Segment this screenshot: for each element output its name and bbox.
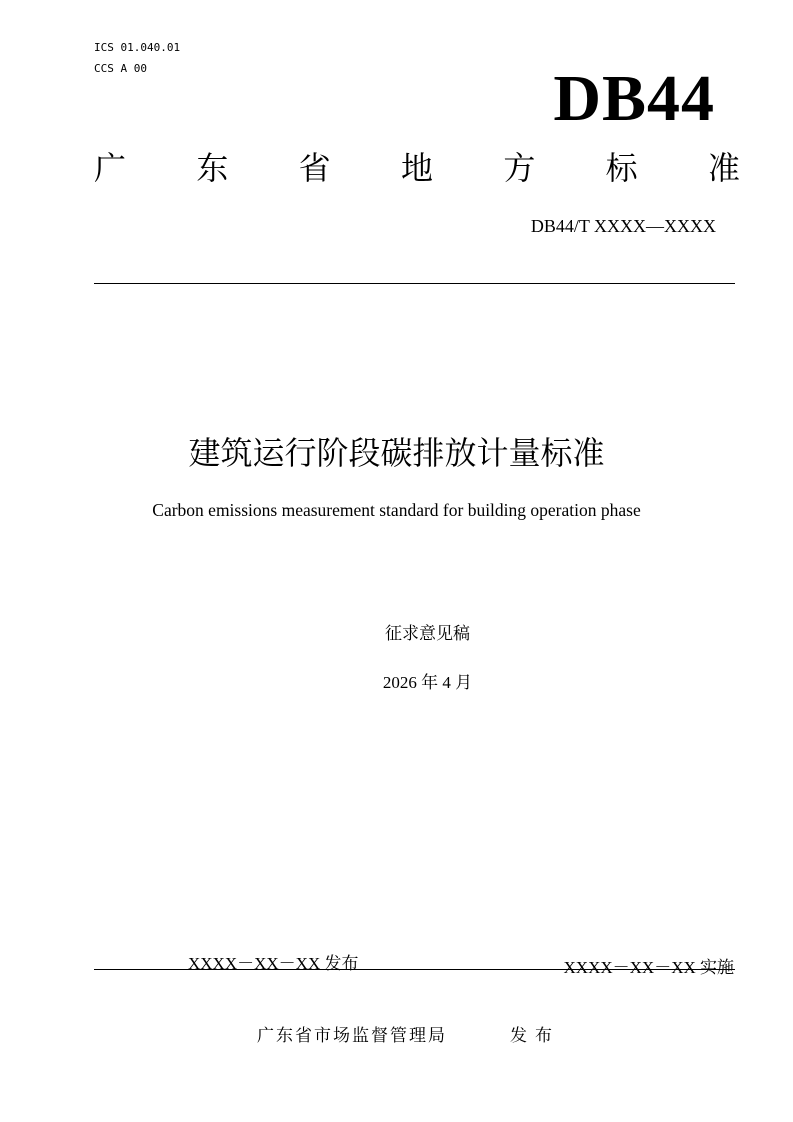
region-title-char: 广 [94, 149, 127, 187]
region-title-char: 准 [707, 149, 740, 187]
bottom-divider [94, 969, 735, 970]
standard-code: DB44 [553, 62, 715, 135]
region-title-char: 地 [400, 149, 433, 187]
ics-code: ICS 01.040.01 [94, 41, 181, 54]
top-divider [94, 283, 735, 284]
publish-date: XXXX－XX－XX 发布 [188, 954, 359, 973]
region-title-char: 省 [298, 149, 331, 187]
document-date: 2026 年 4 月 [382, 673, 473, 692]
region-standard-title [94, 149, 740, 187]
region-title-char: 方 [503, 149, 536, 187]
draft-status: 征求意见稿 [385, 624, 470, 644]
issue-label: 发布 [510, 1026, 560, 1046]
document-title-en: Carbon emissions measurement standard for building operation phase [152, 500, 641, 520]
ccs-code: CCS A 00 [94, 62, 147, 75]
region-title-char: 标 [605, 149, 638, 187]
issuing-authority: 广东省市场监督管理局 [257, 1026, 447, 1046]
document-title-cn: 建筑运行阶段碳排放计量标准 [188, 434, 605, 472]
region-title-char: 东 [196, 149, 229, 187]
document-number: DB44/T XXXX—XXXX [530, 216, 716, 236]
implement-date: XXXX－XX－XX 实施 [563, 958, 734, 977]
